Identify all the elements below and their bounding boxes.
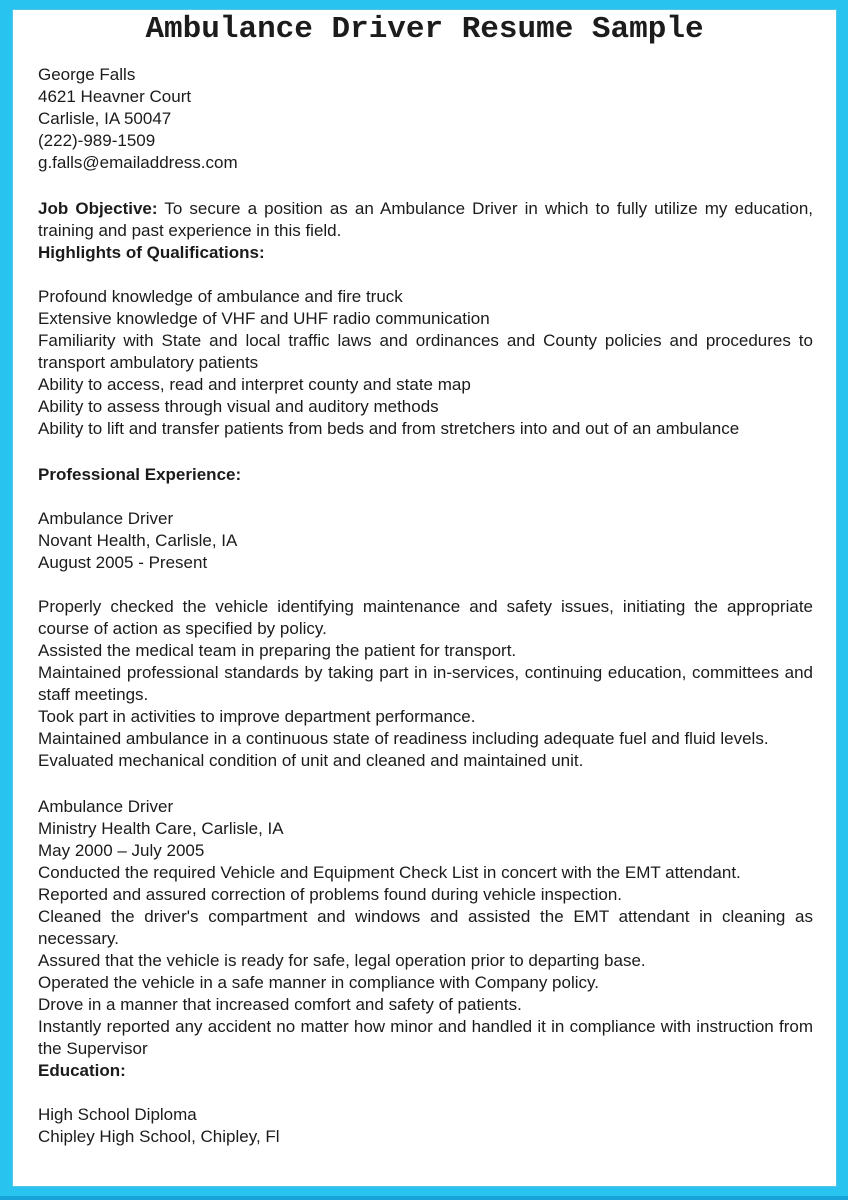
education-school: Chipley High School, Chipley, Fl <box>38 1127 280 1146</box>
job-header <box>38 508 813 574</box>
duty-item: Reported and assured correction of problems found during vehicle inspection. <box>38 885 623 904</box>
job-title: Ambulance Driver <box>38 509 174 528</box>
job-dates: August 2005 - Present <box>38 553 208 572</box>
contact-name: George Falls <box>38 65 136 84</box>
duty-item: Evaluated mechanical condition of unit and cleaned and maintained unit. <box>38 751 584 770</box>
page-title: Ambulance Driver Resume Sample <box>145 12 704 47</box>
contact-email: g.falls@emailaddress.com <box>38 153 238 172</box>
duty-item: Instantly reported any accident no matter how minor and handled it in compliance with instruction from the Supervisor <box>38 1017 813 1058</box>
duty-item: Took part in activities to improve department performance. <box>38 707 476 726</box>
qualification-item: Extensive knowledge of VHF and UHF radio communication <box>38 309 490 328</box>
duty-item: Properly checked the vehicle identifying maintenance and safety issues, initiating the appropriate course of action as specified by policy. <box>38 597 813 638</box>
job-employer: Ministry Health Care, Carlisle, IA <box>38 819 284 838</box>
job-objective-text: To secure a position as an Ambulance Driver in which to fully utilize my education, training and past experience in this field. <box>38 199 814 240</box>
qualifications-list <box>38 286 813 440</box>
qualification-item: Ability to assess through visual and auditory methods <box>38 397 439 416</box>
duty-item: Operated the vehicle in a safe manner in compliance with Company policy. <box>38 973 599 992</box>
duty-item: Maintained ambulance in a continuous state of readiness including adequate fuel and fluid levels. <box>38 729 769 748</box>
qualification-item: Ability to access, read and interpret county and state map <box>38 375 471 394</box>
education-heading: Education: <box>38 1061 126 1080</box>
contact-city: Carlisle, IA 50047 <box>38 109 172 128</box>
qualification-item: Profound knowledge of ambulance and fire truck <box>38 287 403 306</box>
frame-bottom-edge <box>0 1196 848 1200</box>
duty-item: Assisted the medical team in preparing the patient for transport. <box>38 641 517 660</box>
job-duties <box>38 862 813 1060</box>
experience-heading: Professional Experience: <box>38 465 242 484</box>
duty-item: Assured that the vehicle is ready for safe, legal operation prior to departing base. <box>38 951 646 970</box>
job-duties <box>38 596 813 772</box>
job-objective-label: Job Objective: <box>38 199 158 218</box>
job-objective <box>38 198 813 242</box>
education-degree: High School Diploma <box>38 1105 197 1124</box>
contact-street: 4621 Heavner Court <box>38 87 192 106</box>
duty-item: Conducted the required Vehicle and Equipment Check List in concert with the EMT attendant. <box>38 863 741 882</box>
resume-content <box>13 64 836 1148</box>
qualification-item: Familiarity with State and local traffic laws and ordinances and County policies and procedures to transport ambulatory patients <box>38 331 813 372</box>
job-title: Ambulance Driver <box>38 797 174 816</box>
qualification-item: Ability to lift and transfer patients from beds and from stretchers into and out of an ambulance <box>38 419 740 438</box>
job-dates: May 2000 – July 2005 <box>38 841 205 860</box>
qualifications-heading: Highlights of Qualifications: <box>38 243 265 262</box>
education-block <box>38 1104 813 1148</box>
contact-phone: (222)-989-1509 <box>38 131 156 150</box>
duty-item: Cleaned the driver's compartment and windows and assisted the EMT attendant in cleaning as necessary. <box>38 907 813 948</box>
job-employer: Novant Health, Carlisle, IA <box>38 531 238 550</box>
contact-block <box>38 64 813 174</box>
resume-sheet <box>13 10 836 1186</box>
job-header <box>38 796 813 862</box>
duty-item: Maintained professional standards by taking part in in-services, continuing education, committees and staff meetings. <box>38 663 813 704</box>
duty-item: Drove in a manner that increased comfort and safety of patients. <box>38 995 522 1014</box>
